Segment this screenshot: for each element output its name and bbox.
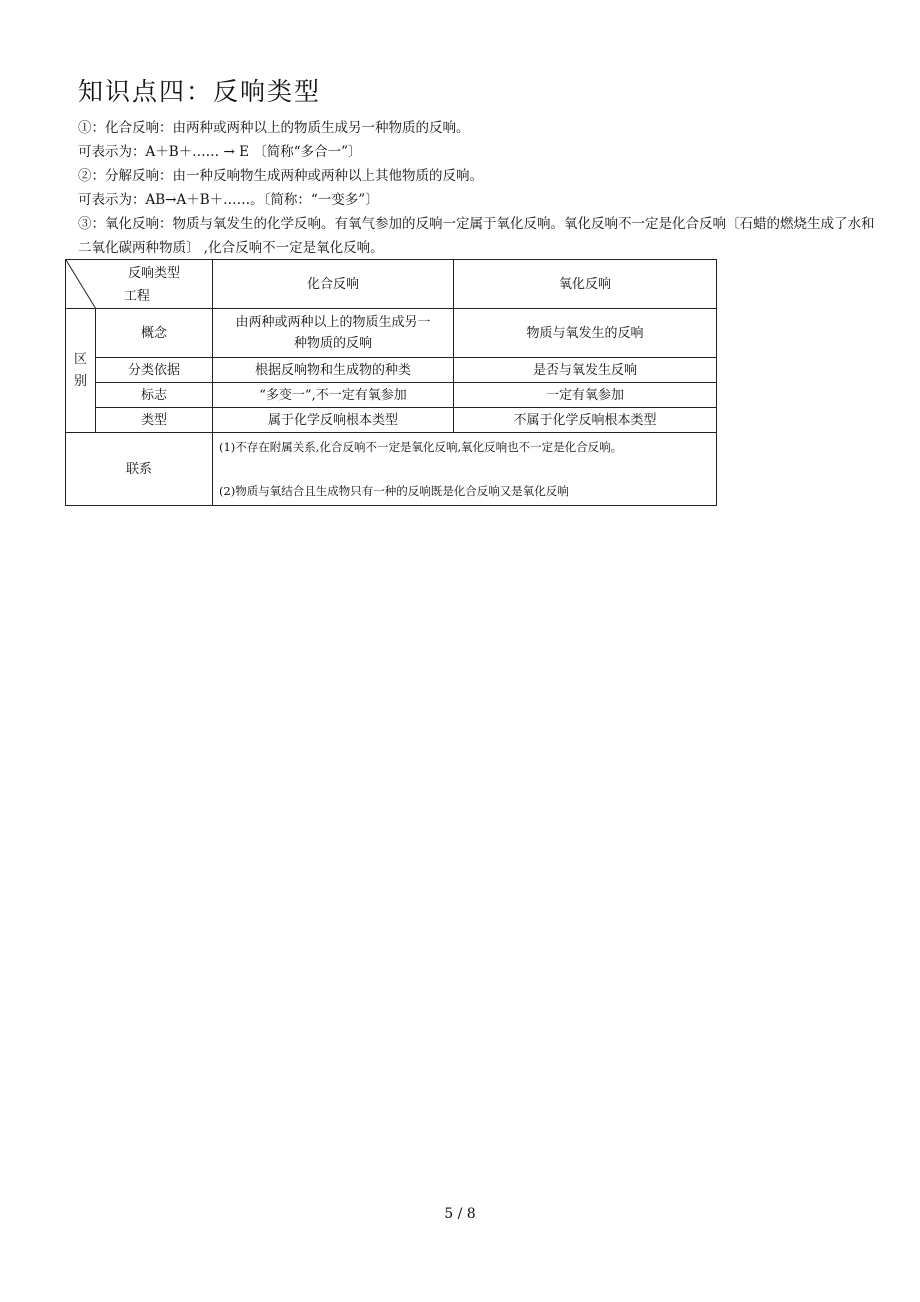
cell-sign-combination: “多变一”,不一定有氧参加	[213, 383, 454, 408]
cell-basis-oxidation: 是否与氧发生反响	[454, 358, 717, 383]
row-label-sign: 标志	[96, 383, 213, 408]
body-text	[78, 116, 878, 260]
relation-point-1: (1)不存在附属关系,化合反响不一定是氧化反响,氧化反响也不一定是化合反响。	[219, 440, 623, 454]
column-header-combination: 化合反响	[213, 260, 454, 309]
row-label-relation: 联系	[66, 433, 213, 506]
table-corner-header	[66, 260, 213, 309]
column-header-oxidation: 氧化反响	[454, 260, 717, 309]
cell-type-combination: 属于化学反响根本类型	[213, 408, 454, 433]
line-combination-reaction: ①：化合反响：由两种或两种以上的物质生成另一种物质的反响。	[78, 120, 470, 136]
corner-label-reaction-type: 反响类型	[128, 266, 181, 281]
line-decomposition-formula: 可表示为：AB→A＋B＋……。〔简称：“一变多”〕	[78, 192, 379, 208]
side-label-1: 区	[73, 351, 87, 367]
cell-basis-combination: 根据反响物和生成物的种类	[213, 358, 454, 383]
row-label-type: 类型	[96, 408, 213, 433]
line-combination-formula: 可表示为：A＋B＋…… → E 〔简称“多合一”〕	[78, 144, 362, 160]
line-oxidation-reaction: ③：氧化反响：物质与氧发生的化学反响。有氧气参加的反响一定属于氧化反响。氧化反响不一定是化合反响〔石蜡的燃烧生成了水和二氧化碳两种物质〕 ,化合反响不一定是氧化反响。	[78, 216, 875, 256]
side-label-2: 别	[73, 373, 87, 389]
relation-point-2: (2)物质与氧结合且生成物只有一种的反响既是化合反响又是氧化反响	[219, 484, 569, 498]
cell-concept-oxidation: 物质与氧发生的反响	[454, 309, 717, 358]
row-label-basis: 分类依据	[96, 358, 213, 383]
row-label-concept: 概念	[96, 309, 213, 358]
cell-relation	[213, 433, 717, 506]
page-number: 5 / 8	[444, 1206, 476, 1222]
corner-label-item: 工程	[124, 289, 151, 304]
cell-sign-oxidation: 一定有氧参加	[454, 383, 717, 408]
cell-concept-combination: 由两种或两种以上的物质生成另一种物质的反响	[213, 309, 454, 358]
comparison-table	[65, 259, 717, 506]
cell-type-oxidation: 不属于化学反响根本类型	[454, 408, 717, 433]
row-group-difference	[66, 309, 96, 433]
line-decomposition-reaction: ②：分解反响：由一种反响物生成两种或两种以上其他物质的反响。	[78, 168, 483, 184]
section-title: 知识点四：反响类型	[78, 77, 322, 106]
